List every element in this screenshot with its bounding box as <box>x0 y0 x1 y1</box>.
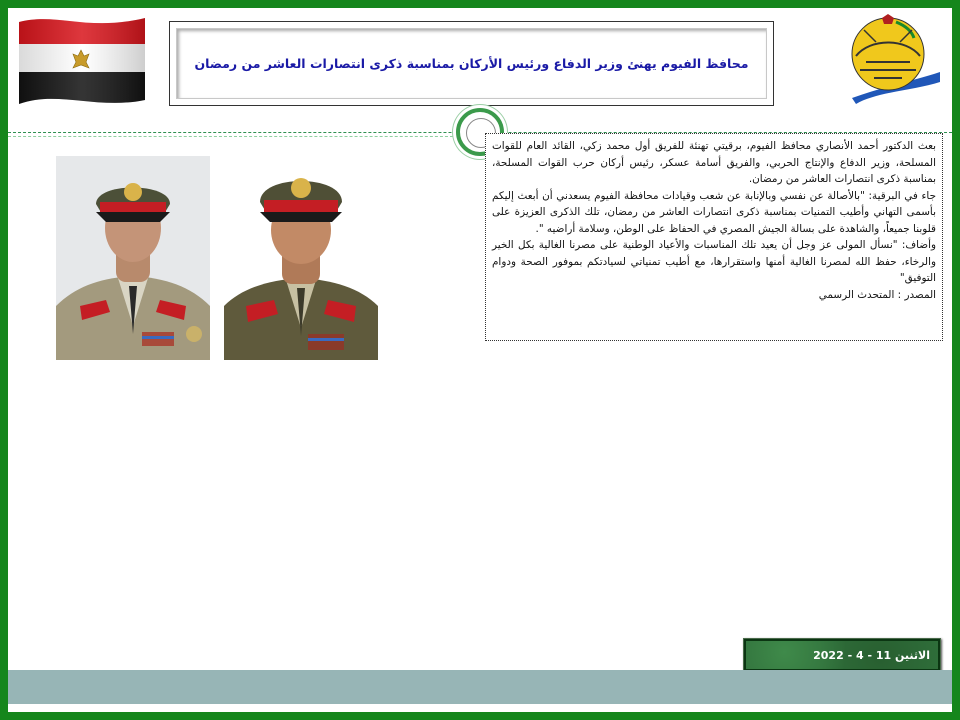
publish-date: الاثنين 11 - 4 - 2022 <box>813 648 930 662</box>
article-body <box>486 134 942 303</box>
article-title: محافظ الفيوم يهنئ وزير الدفاع ورئيس الأركان بمناسبة ذكرى انتصارات العاشر من رمضان <box>194 56 749 71</box>
article-source: المصدر : المتحدث الرسمي <box>818 288 936 301</box>
egypt-flag-image <box>17 12 147 104</box>
date-box <box>743 638 941 672</box>
article-paragraph: جاء في البرقية: "بالأصالة عن نفسي وبالإنابة عن شعب وقيادات محافظة الفيوم يسعدني أن أبعث إليكم بأسمى التهاني وأطيب التمنيات بمناسبة ذكرى انتصارات العاشر من رمضان، تلك الذكرى العزيزة على قلوبنا جميعاً، والشاهدة على بسالة الجيش المصري في الحفاظ على الوطن، وسلامة أراضيه ". <box>492 189 936 235</box>
separator-line-secondary <box>8 136 458 137</box>
photo-officer-1 <box>56 156 210 360</box>
photo-officer-2 <box>224 156 378 360</box>
page-frame <box>8 8 952 712</box>
article-paragraph: بعث الدكتور أحمد الأنصاري محافظ الفيوم، برقيتي تهنئة للفريق أول محمد زكي، القائد العام للقوات المسلحة، وزير الدفاع والإنتاج الحربي، والفريق أسامة عسكر، رئيس أركان حرب القوات المسلحة، بمناسبة ذكرى انتصارات العاشر من رمضان. <box>492 140 936 185</box>
article-paragraph: وأضاف: "نسأل المولى عز وجل أن يعيد تلك المناسبات والأعياد الوطنية على مصرنا الغالية بكل الخير والرخاء، حفظ الله لمصرنا الغالية أمنها واستقرارها، مع أطيب تمنياتي لسيادتكم بموفور الصحة ودوام التوفيق" <box>492 239 936 284</box>
title-inner <box>176 28 767 99</box>
title-box <box>169 21 774 106</box>
fayoum-logo <box>836 12 940 108</box>
date-inner <box>746 641 938 669</box>
article-text-box <box>485 133 943 341</box>
bottom-bar <box>8 670 952 704</box>
